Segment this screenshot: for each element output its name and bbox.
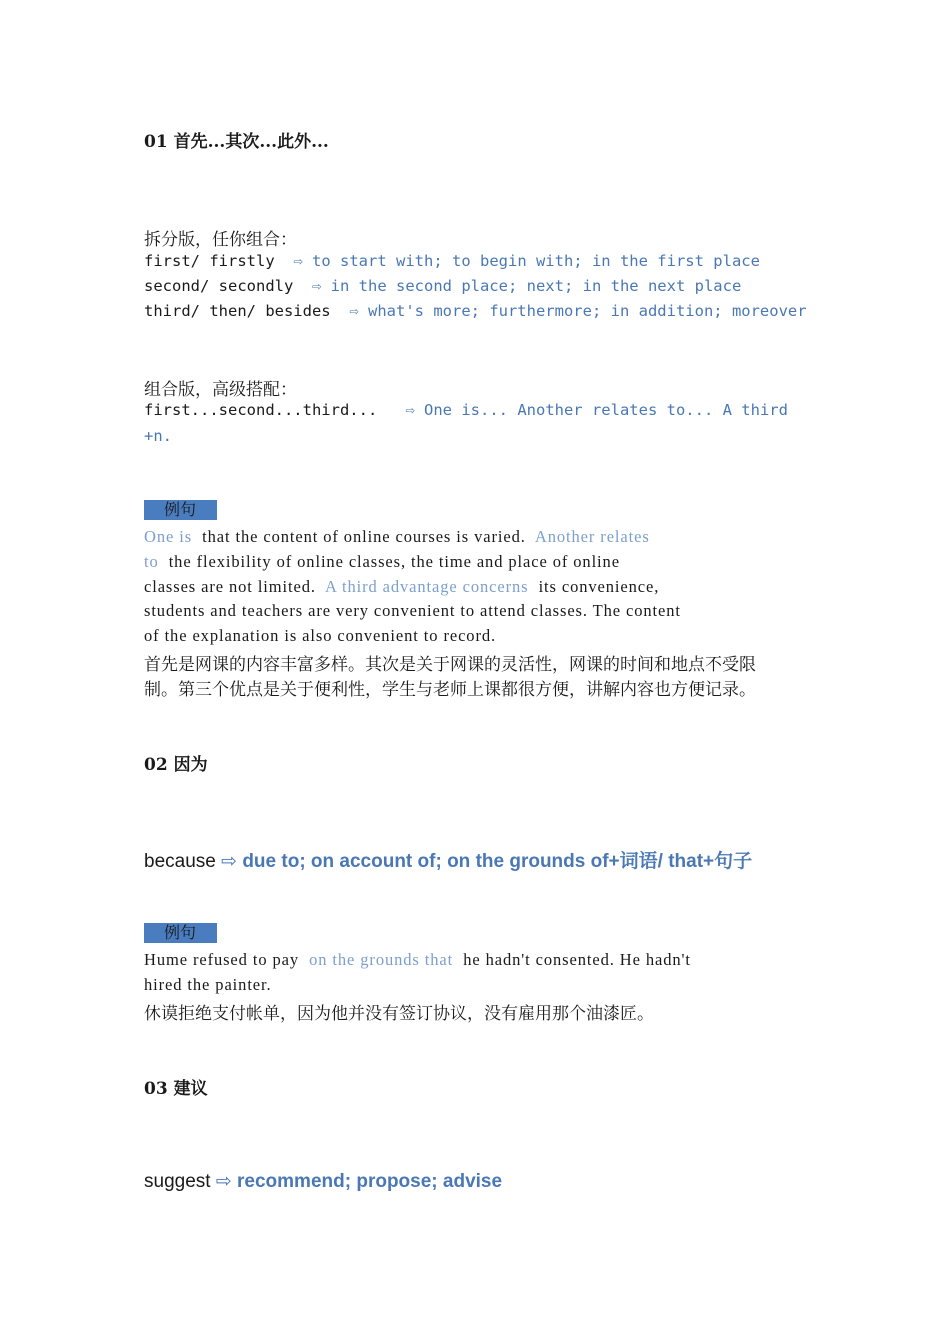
example-translation-1: 首先是网课的内容丰富多样。其次是关于网课的灵活性，网课的时间和地点不受限 <box>144 655 756 675</box>
split-row-right: what's more; furthermore; in addition; moreover <box>368 302 807 320</box>
highlight-phrase: A third advantage concerns <box>325 577 529 596</box>
base-word: suggest <box>144 1171 211 1192</box>
because-row <box>144 846 752 873</box>
example-line-5: of the explanation is also convenient to record. <box>144 626 497 645</box>
combo-right: One is... Another relates to... A third <box>424 401 788 419</box>
arrow-icon: ⇨ <box>311 277 322 295</box>
combo-row <box>144 401 788 419</box>
split-row-right: to start with; to begin with; in the first place <box>312 252 760 270</box>
example-tag: 例句 <box>144 500 217 520</box>
example-text: its convenience, <box>538 577 660 596</box>
example-line-1 <box>144 527 650 547</box>
highlight-phrase: One is <box>144 527 193 546</box>
section-heading-2: 02 因为 <box>144 755 208 775</box>
example-tag: 例句 <box>144 923 217 943</box>
example-line-2 <box>144 552 620 572</box>
combo-left: first...second...third... <box>144 401 396 419</box>
arrow-icon: ⇨ <box>405 401 415 419</box>
split-row-left: second/ secondly <box>144 277 303 295</box>
split-title: 拆分版，任你组合： <box>144 230 297 250</box>
arrow-icon: ⇨ <box>221 851 238 872</box>
split-row-left: first/ firstly <box>144 252 284 270</box>
highlight-phrase: Another relates <box>534 527 650 546</box>
arrow-icon: ⇨ <box>293 252 303 270</box>
suggest-row <box>144 1170 502 1193</box>
base-word: because <box>144 851 216 872</box>
split-row-1 <box>144 252 760 270</box>
combo-title: 组合版，高级搭配： <box>144 380 297 400</box>
example-text: that the content of online courses is varied. <box>202 527 526 546</box>
arrow-icon: ⇨ <box>349 302 359 320</box>
split-row-left: third/ then/ besides <box>144 302 340 320</box>
split-row-2 <box>144 277 741 295</box>
section-heading-1: 01 首先...其次...此外... <box>144 132 329 152</box>
arrow-icon: ⇨ <box>215 1171 232 1192</box>
split-row-3 <box>144 302 807 320</box>
example-text: he hadn't consented. He hadn't <box>463 950 691 969</box>
example-text: classes are not limited. <box>144 577 316 596</box>
example-line-4: students and teachers are very convenient to attend classes. The content <box>144 601 681 620</box>
alternatives: due to; on account of; on the grounds of+词语/ that+句子 <box>242 851 753 872</box>
highlight-phrase: on the grounds that <box>309 950 454 969</box>
example-translation-2: 制。第三个优点是关于便利性，学生与老师上课都很方便，讲解内容也方便记录。 <box>144 680 756 700</box>
example-text: the flexibility of online classes, the time and place of online <box>168 552 620 571</box>
example-text: Hume refused to pay <box>144 950 300 969</box>
split-row-right: in the second place; next; in the next place <box>330 277 742 295</box>
example-line-3 <box>144 577 659 597</box>
example-translation: 休谟拒绝支付帐单，因为他并没有签订协议，没有雇用那个油漆匠。 <box>144 1004 654 1024</box>
example-line-1 <box>144 950 691 970</box>
highlight-phrase: to <box>144 552 159 571</box>
combo-cont: +n. <box>144 427 172 445</box>
alternatives: recommend; propose; advise <box>237 1171 503 1192</box>
section-heading-3: 03 建议 <box>144 1079 208 1099</box>
example-line-2: hired the painter. <box>144 975 272 994</box>
